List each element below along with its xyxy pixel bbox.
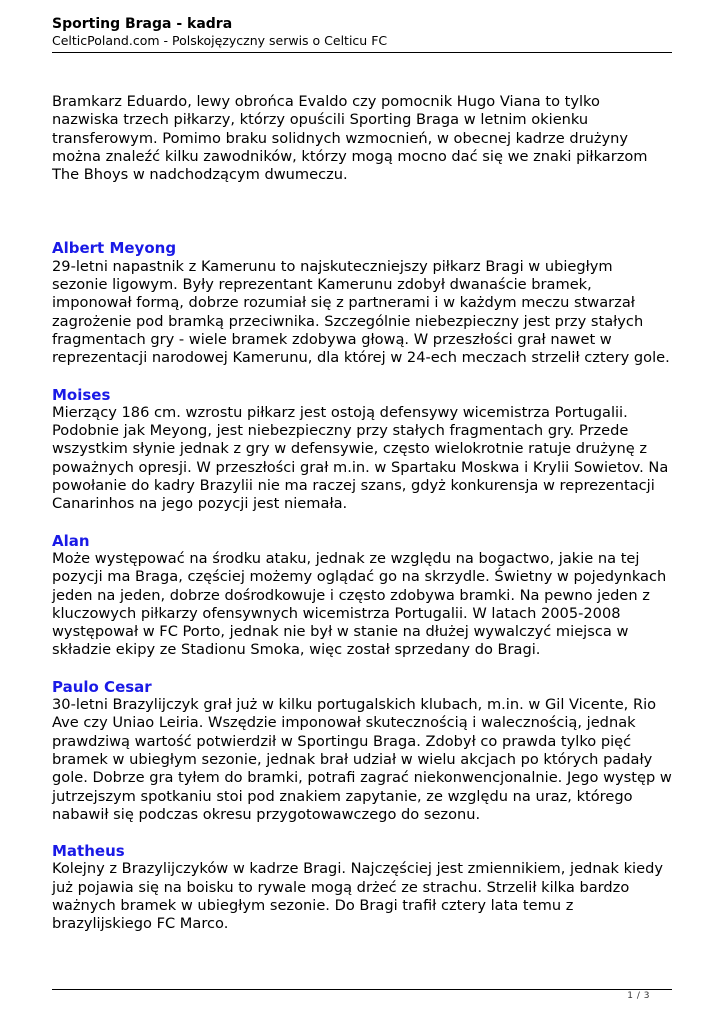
player-description: 29-letni napastnik z Kamerunu to najskuteczniejszy piłkarz Bragi w ubiegłym sezonie ligowym. Były reprezentant Kamerunu zdobył dwanaście bramek, imponował formą, dobrze rozumiał się z partnerami i w każdym meczu stwarzał zagrożenie pod bramką przeciwnika. Szczególnie niebezpieczny jest przy stałych fragmentach gry - wiele bramek zdobywa głową. W przeszłości grał nawet w reprezentacji narodowej Kamerunu, dla której w 24-ech meczach strzelił cztery gole. xyxy=(52,257,670,367)
intro-paragraph: Bramkarz Eduardo, lewy obrońca Evaldo czy pomocnik Hugo Viana to tylko nazwiska trzech piłkarzy, którzy opuścili Sporting Braga w letnim okienku transferowym. Pomimo braku solidnych wzmocnień, w obecnej kadrze drużyny można znaleźć kilku zawodników, którzy mogą mocno dać się we znaki piłkarzom The Bhoys w nadchodzącym dwumeczu. xyxy=(52,93,648,184)
page-header xyxy=(52,15,672,49)
player-description: Może występować na środku ataku, jednak ze względu na bogactwo, jakie na tej pozycji ma Braga, częściej możemy oglądać go na skrzydle. Świetny w pojedynkach jeden na jeden, dobrze dośrodkowuje i często zdobywa bramki. Na pewno jeden z kluczowych piłkarzy ofensywnych wicemistrza Portugalii. W latach 2005-2008 występował w FC Porto, jednak nie był w stanie na dłużej wywalczyć miejsca w składzie ekipy ze Stadionu Smoka, więc został sprzedany do Bragi. xyxy=(52,549,667,659)
player-description: Mierzący 186 cm. wzrostu piłkarz jest ostoją defensywy wicemistrza Portugalii. Podobnie jak Meyong, jest niebezpieczny przy stałych fragmentach gry. Przede wszystkim słynie jednak z gry w defensywie, często wielokrotnie ratuje drużynę z poważnych opresji. W przeszłości grał m.in. w Spartaku Moskwa i Krylii Sowietov. Na powołanie do kadry Brazylii nie ma raczej szans, gdyż konkurensja w reprezentacji Canarinhos na jego pozycji jest niemała. xyxy=(52,403,669,513)
player-heading: Moises xyxy=(52,385,111,404)
footer-divider xyxy=(52,989,672,990)
player-sections xyxy=(52,239,682,933)
player-heading: Paulo Cesar xyxy=(52,677,152,696)
player-description: Kolejny z Brazylijczyków w kadrze Bragi. Najczęściej jest zmiennikiem, jednak kiedy już pojawia się na boisku to rywale mogą drżeć ze strachu. Strzelił kilka bardzo ważnych bramek w ubiegłym sezonie. Do Bragi trafił cztery lata temu z brazylijskiego FC Marco. xyxy=(52,860,663,933)
header-divider xyxy=(52,52,672,53)
page-number: 1 / 3 xyxy=(627,991,650,1001)
player-heading: Matheus xyxy=(52,842,125,861)
player-section-paulo-cesar xyxy=(52,678,682,824)
player-section-meyong xyxy=(52,239,682,367)
article-content xyxy=(52,93,682,952)
player-section-moises xyxy=(52,386,682,514)
document-subtitle: CelticPoland.com - Polskojęzyczny serwis o Celticu FC xyxy=(52,33,388,48)
player-heading: Alan xyxy=(52,531,90,550)
player-heading: Albert Meyong xyxy=(52,239,177,258)
player-description: 30-letni Brazylijczyk grał już w kilku portugalskich klubach, m.in. w Gil Vicente, Rio Ave czy Uniao Leiria. Wszędzie imponował skutecznością i walecznością, jednak prawdziwą wartość potwierdził w Sportingu Braga. Zdobył co prawda tylko pięć bramek w ubiegłym sezonie, jednak brał udział w wielu akcjach po których padały gole. Dobrze gra tyłem do bramki, potrafi zagrać niekonwencjonalnie. Jego występ w jutrzejszym spotkaniu stoi pod znakiem zapytanie, ze względu na uraz, którego nabawił się podczas okresu przygotowawczego do sezonu. xyxy=(52,696,672,823)
document-title: Sporting Braga - kadra xyxy=(52,16,233,32)
player-section-matheus xyxy=(52,842,682,933)
player-section-alan xyxy=(52,532,682,660)
